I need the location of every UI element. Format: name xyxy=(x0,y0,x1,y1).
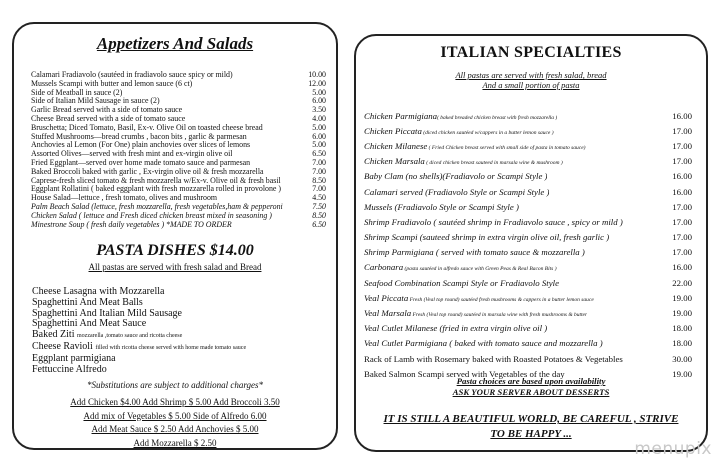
specialty-title: Shrimp Parmigiana ( served with tomato sauce & mozzarella ) xyxy=(364,247,585,258)
specialty-item xyxy=(364,275,692,290)
appetizer-item xyxy=(31,124,326,133)
specialty-item xyxy=(364,108,692,123)
appetizer-name: Chicken Salad ( lettuce and Fresh diced chicken breast mixed in seasoning ) xyxy=(31,211,272,220)
specialty-note: Fresh (Veal top round) sautéed fresh mushrooms & cappers in a butter lemon sauce xyxy=(408,296,594,303)
specialty-item xyxy=(364,154,692,169)
appetizer-name: Cheese Bread served with a side of tomato sauce xyxy=(31,114,186,123)
addon-line: Add Mozzarella $ 2.50 xyxy=(133,437,217,448)
appetizer-price: 7.00 xyxy=(312,157,326,167)
pasta-list xyxy=(32,287,330,375)
specialty-price: 16.00 xyxy=(672,110,692,121)
specialty-title: Shrimp Scampi (sauteed shrimp in extra virgin olive oil, fresh garlic ) xyxy=(364,232,610,243)
pasta-name: Spaghettini And Italian Mild Sausage xyxy=(32,308,182,319)
appetizer-name: House Salad—lettuce , fresh tomato, olives and mushroom xyxy=(31,194,218,203)
specialty-title: Rack of Lamb with Rosemary baked with Roasted Potatoes & Vegetables xyxy=(364,353,623,364)
specialty-title: Carbonara xyxy=(364,262,404,273)
appetizer-item xyxy=(31,221,326,230)
specialties-list xyxy=(364,108,692,381)
specialty-item xyxy=(364,305,692,320)
footer-line2: TO BE HAPPY ... xyxy=(490,428,572,440)
appetizer-item xyxy=(31,97,326,106)
appetizer-name: Side of Italian Mild Sausage in sauce (2) xyxy=(31,97,160,106)
appetizer-price: 7.00 xyxy=(312,166,326,176)
appetizer-price: 5.00 xyxy=(312,122,326,132)
appetizer-name: Palm Beach Salad (lettuce, fresh mozzarella, fresh vegetables,ham & pepperoni xyxy=(31,202,283,211)
appetizer-price: 5.00 xyxy=(312,140,326,150)
specialty-name xyxy=(364,338,603,348)
appetizer-item xyxy=(31,212,326,221)
specialty-price: 17.00 xyxy=(672,156,692,167)
specialty-item xyxy=(364,336,692,351)
specialty-title: Chicken Marsala xyxy=(364,156,425,167)
pasta-item xyxy=(32,330,330,342)
specialty-note: ( Fried Chicken breast served with small side of pasta in tomato sauce) xyxy=(427,144,586,151)
specialties-title: ITALIAN SPECIALTIES xyxy=(440,44,622,61)
watermark-logo: menupix xyxy=(634,439,712,459)
appetizer-item xyxy=(31,168,326,177)
appetizer-item xyxy=(31,150,326,159)
appetizer-item xyxy=(31,89,326,98)
specialty-price: 16.00 xyxy=(672,171,692,182)
substitutions-note: *Substitutions are subject to additional charges* xyxy=(86,380,264,390)
appetizers-panel xyxy=(12,22,338,450)
specialty-item xyxy=(364,169,692,184)
appetizer-price: 12.00 xyxy=(308,78,326,88)
specialty-name xyxy=(364,293,594,303)
appetizer-item xyxy=(31,106,326,115)
specialty-name xyxy=(364,354,623,364)
specialty-name xyxy=(364,156,563,166)
appetizer-price: 7.00 xyxy=(312,184,326,194)
appetizer-price: 8.50 xyxy=(312,175,326,185)
specialty-name xyxy=(364,278,559,288)
specialty-title: Shrimp Fradiavolo ( sautéed shrimp in Fradiavolo sauce , spicy or mild ) xyxy=(364,216,623,227)
specialty-price: 17.00 xyxy=(672,201,692,212)
appetizer-price: 6.00 xyxy=(312,131,326,141)
specialty-item xyxy=(364,321,692,336)
specialties-subtitle xyxy=(356,70,706,90)
specialty-name xyxy=(364,323,547,333)
appetizer-name: Baked Broccoli baked with garlic , Ex-virgin olive oil & fresh mozzarella xyxy=(31,167,264,176)
appetizer-price: 3.50 xyxy=(312,105,326,115)
specialty-name xyxy=(364,187,549,197)
specialty-item xyxy=(364,138,692,153)
appetizer-price: 10.00 xyxy=(308,70,326,79)
specialty-name xyxy=(364,126,554,136)
appetizer-name: Caprese-fresh sliced tomato & fresh mozzarella w/Ex-v. Olive oil & fresh basil xyxy=(31,176,281,185)
pasta-item xyxy=(32,365,330,376)
specialty-price: 22.00 xyxy=(672,277,692,288)
footer-line1: IT IS STILL A BEAUTIFUL WORLD, BE CAREFUL , STRIVE xyxy=(383,413,679,425)
specialty-item xyxy=(364,184,692,199)
appetizer-item xyxy=(31,80,326,89)
appetizer-price: 6.00 xyxy=(312,96,326,106)
appetizer-name: Minestrone Soup ( fresh daily vegetables ) *MADE TO ORDER xyxy=(31,220,232,229)
appetizer-price: 8.50 xyxy=(312,210,326,220)
appetizer-item xyxy=(31,177,326,186)
appetizer-name: Assorted Olives—served with fresh mint and ex-virgin olive oil xyxy=(31,150,233,159)
specialty-name xyxy=(364,202,519,212)
specialty-title: Chicken Milanese xyxy=(364,140,428,151)
specialty-note: Fresh (Veal top round) sautéed in marsala wine with fresh mushrooms & butter xyxy=(411,312,588,319)
appetizer-price: 6.50 xyxy=(312,149,326,159)
pasta-subtitle: All pastas are served with fresh salad and Bread xyxy=(88,262,262,272)
specialty-name xyxy=(364,111,557,121)
pasta-name: Baked Ziti xyxy=(32,330,75,341)
appetizer-name: Stuffed Mushrooms—bread crumbs , bacon bits , garlic & parmesan xyxy=(31,132,247,141)
appetizer-price: 6.50 xyxy=(312,219,326,229)
specialty-note: ( diced chicken breast sauteed in marsala wine & mushroom ) xyxy=(424,160,563,167)
specialty-price: 18.00 xyxy=(672,323,692,334)
specialty-note: ( baked breaded chicken breast with fresh mozzarella ) xyxy=(437,114,558,121)
addons-list xyxy=(14,396,336,450)
specialty-price: 16.00 xyxy=(672,186,692,197)
specialty-item xyxy=(364,230,692,245)
appetizer-name: Side of Meatball in sauce (2) xyxy=(31,88,123,97)
specialty-name xyxy=(364,232,609,242)
pasta-note: filled with ricotta cheese served with home made tomato sauce xyxy=(95,344,247,351)
specialty-price: 19.00 xyxy=(672,368,692,379)
specialty-title: Baby Clam (no shells)(Fradiavolo or Scampi Style ) xyxy=(364,171,548,182)
appetizer-price: 4.50 xyxy=(312,193,326,203)
specialty-name xyxy=(364,217,623,227)
specialty-title: Veal Piccata xyxy=(364,292,409,303)
appetizer-item xyxy=(31,115,326,124)
pasta-note: mozzarella ,tomato sauce and ricotta cheese xyxy=(77,333,183,340)
desserts-note: ASK YOUR SERVER ABOUT DESSERTS xyxy=(452,387,610,397)
specialties-subtitle-line2: And a small portion of pasta xyxy=(482,80,580,90)
specialty-price: 17.00 xyxy=(672,247,692,258)
specialty-title: Veal Marsala xyxy=(364,308,412,319)
availability-note-line1: Pasta choices are based upon availability xyxy=(456,376,606,386)
appetizer-name: Mussels Scampi with butter and lemon sauce (6 ct) xyxy=(31,79,193,88)
specialty-title: Chicken Parmigiana xyxy=(364,110,438,121)
specialty-item xyxy=(364,245,692,260)
appetizer-item xyxy=(31,203,326,212)
specialty-item xyxy=(364,290,692,305)
appetizer-price: 4.00 xyxy=(312,113,326,123)
specialty-price: 18.00 xyxy=(672,338,692,349)
addon-line: Add mix of Vegetables $ 5.00 Side of Alfredo 6.00 xyxy=(83,410,267,421)
specialty-item xyxy=(364,199,692,214)
pasta-item xyxy=(32,287,330,298)
pasta-item xyxy=(32,298,330,309)
specialty-price: 17.00 xyxy=(672,125,692,136)
specialty-item xyxy=(364,123,692,138)
specialty-title: Mussels (Fradiavolo Style or Scampi Style ) xyxy=(364,201,519,212)
specialty-price: 30.00 xyxy=(672,353,692,364)
appetizer-item xyxy=(31,185,326,194)
specialty-name xyxy=(364,247,585,257)
specialty-price: 16.00 xyxy=(672,262,692,273)
footer-message xyxy=(356,412,706,442)
appetizer-item xyxy=(31,141,326,150)
appetizer-price: 7.50 xyxy=(312,201,326,211)
appetizers-title: Appetizers And Salads xyxy=(96,34,254,53)
specialty-name xyxy=(364,141,586,151)
pasta-title: PASTA DISHES $14.00 xyxy=(96,242,254,259)
pasta-item xyxy=(32,319,330,330)
specialty-name xyxy=(364,262,557,272)
appetizer-item xyxy=(31,159,326,168)
specialty-name xyxy=(364,171,547,181)
specialties-panel xyxy=(354,34,708,452)
specialty-note: (diced chicken sautéed w/cappers in a butter lemon sauce ) xyxy=(421,129,554,136)
specialty-item xyxy=(364,351,692,366)
appetizer-name: Garlic Bread served with a side of tomato sauce xyxy=(31,106,183,115)
specialty-title: Baked Salmon Scampi served with Vegetables of the day xyxy=(364,368,565,379)
pasta-name: Cheese Ravioli xyxy=(32,341,93,352)
specialty-price: 17.00 xyxy=(672,232,692,243)
specialty-price: 17.00 xyxy=(672,216,692,227)
specialty-price: 19.00 xyxy=(672,292,692,303)
appetizer-name: Calamari Fradiavolo (sautéed in fradiavolo sauce spicy or mild) xyxy=(31,71,233,79)
pasta-item xyxy=(32,354,330,365)
specialty-title: Veal Cutlet Parmigiana ( baked with tomato sauce and mozzarella ) xyxy=(364,338,603,349)
appetizer-name: Bruschetta; Diced Tomato, Basil, Ex-v. Olive Oil on toasted cheese bread xyxy=(31,123,263,132)
specialty-name xyxy=(364,308,587,318)
addon-line: Add Meat Sauce $ 2.50 Add Anchovies $ 5.00 xyxy=(91,424,259,434)
specialty-title: Calamari served (Fradiavolo Style or Scampi Style ) xyxy=(364,186,550,197)
specialty-price: 17.00 xyxy=(672,140,692,151)
appetizer-name: Eggplant Rollatini ( baked eggplant with fresh mozzarella rolled in provolone ) xyxy=(31,185,282,194)
specialty-price: 19.00 xyxy=(672,308,692,319)
pasta-item xyxy=(32,342,330,354)
pasta-name: Eggplant parmigiana xyxy=(32,353,116,364)
appetizers-list xyxy=(31,71,326,229)
addon-line: Add Chicken $4.00 Add Shrimp $ 5.00 Add Broccoli 3.50 xyxy=(70,397,280,407)
specialties-subtitle-line1: All pastas are served with fresh salad, bread xyxy=(455,70,607,80)
specialty-item xyxy=(364,214,692,229)
appetizer-item xyxy=(31,133,326,142)
appetizer-item xyxy=(31,71,326,80)
appetizer-price: 5.00 xyxy=(312,87,326,97)
specialty-title: Chicken Piccata xyxy=(364,125,422,136)
availability-note xyxy=(356,376,706,398)
appetizer-name: Anchovies al Lemon (For One) plain anchovies over slices of lemons xyxy=(31,141,251,150)
specialty-title: Veal Cutlet Milanese (fried in extra virgin olive oil ) xyxy=(364,323,548,334)
pasta-name: Fettuccine Alfredo xyxy=(32,364,107,375)
appetizer-name: Fried Eggplant—served over home made tomato sauce and parmesan xyxy=(31,158,251,167)
specialty-item xyxy=(364,260,692,275)
pasta-name: Cheese Lasagna with Mozzarella xyxy=(32,287,165,297)
pasta-name: Spaghettini And Meat Balls xyxy=(32,297,143,308)
specialty-title: Seafood Combination Scampi Style or Fradiavolo Style xyxy=(364,277,559,288)
specialty-note: (pasta sautéed in alfredo sauce with Green Peas & Real Bacon Bits ) xyxy=(403,266,557,273)
pasta-item xyxy=(32,309,330,320)
pasta-name: Spaghettini And Meat Sauce xyxy=(32,319,147,330)
appetizer-item xyxy=(31,194,326,203)
